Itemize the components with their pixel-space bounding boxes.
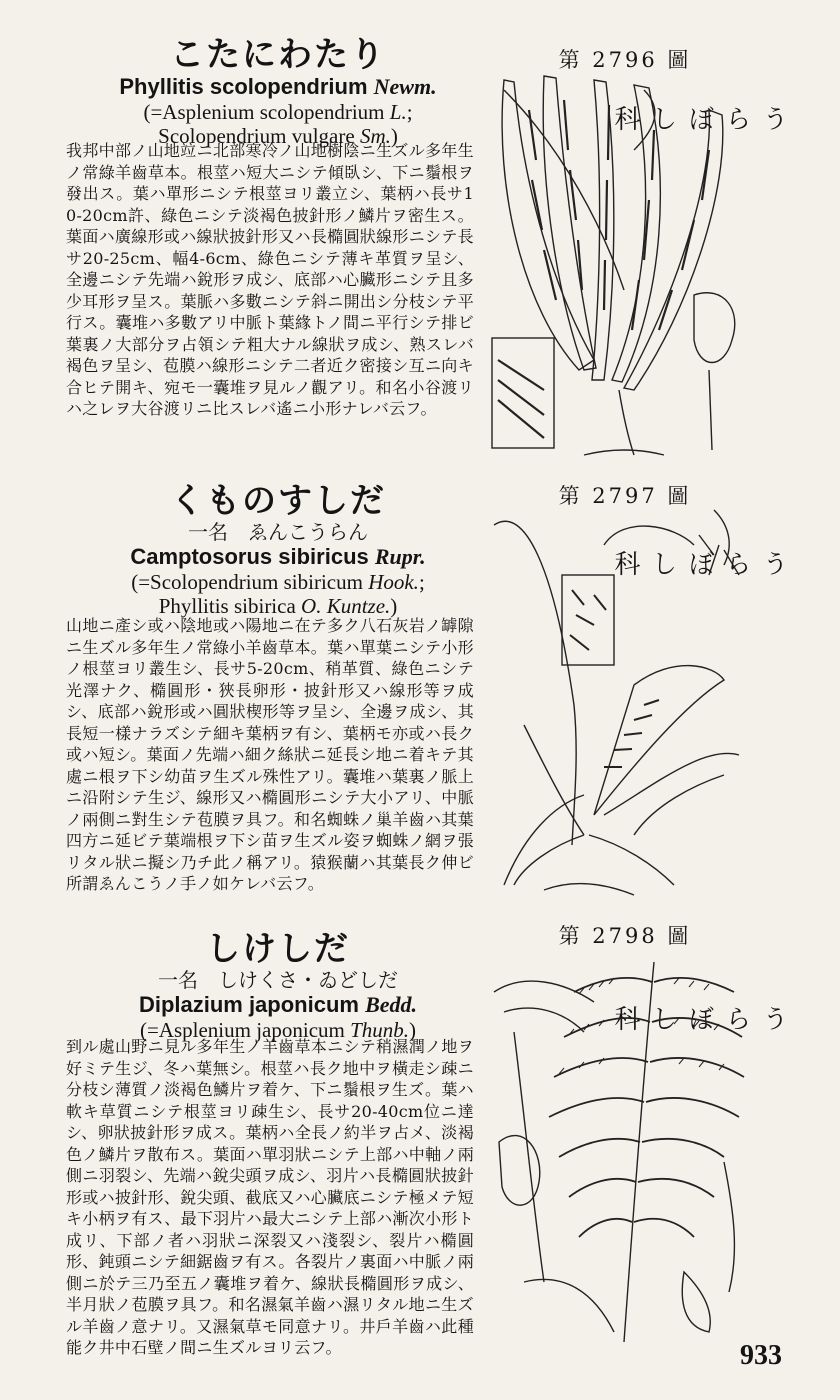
scientific-name-text: Diplazium japonicum <box>138 992 359 1017</box>
japanese-name: こたにわたり <box>170 35 386 75</box>
synonym-line-1 <box>78 100 478 124</box>
scientific-author: Rupr. <box>374 544 426 569</box>
synonym-text: Phyllitis sibirica <box>158 594 296 618</box>
scientific-author: Bedd. <box>365 992 418 1017</box>
synonym-author: L. <box>389 100 407 124</box>
synonym-author: Sm. <box>359 124 391 148</box>
page-number: 933 <box>740 1340 782 1371</box>
family-label: うらぼし科 <box>610 1005 788 1035</box>
synonym-text: Scolopendrium vulgare <box>158 124 355 148</box>
figure-number: 第 2797 圖 <box>558 484 692 508</box>
japanese-name: しけしだ <box>206 929 350 969</box>
alternate-name: 一名 しけくさ・ゐどしだ <box>158 968 398 992</box>
scientific-author: Newm. <box>373 74 437 99</box>
synonym-author: Hook. <box>368 570 419 594</box>
entry-header <box>78 36 478 148</box>
synonym-tail: ) <box>409 1018 417 1042</box>
synonym-line-1 <box>78 570 478 594</box>
scientific-name <box>78 544 478 570</box>
synonym-tail: ) <box>390 594 398 618</box>
japanese-name: くものすしだ <box>170 481 386 521</box>
synonym-tail: ; <box>418 570 425 594</box>
synonym-tail: ; <box>406 100 413 124</box>
synonym-text: (=Asplenium scolopendrium <box>143 100 385 124</box>
species-description: 山地ニ產シ或ハ陰地或ハ陽地ニ在テ多ク八石灰岩ノ罅隙ニ生ズル多年生ノ常綠小羊齒草本。葉ハ單葉ニシテ小形ノ根莖ヨリ叢生シ、長サ5-20cm、稍革質、綠色ニシテ光澤ナク、橢圓形・狹長卵形・披針形又ハ線形等ヲ成シ、底部ハ銳形或ハ圓狀楔形等ヲ呈シ、全邊ヲ成シ、其長短一樣ナラズシテ細キ葉柄ヲ有シ、葉柄モ亦或ハ長ク或ハ短シ。葉面ノ先端ハ細ク絲狀ニ延長シ地ニ着キテ其處ニ根ヲ下シ幼苗ヲ生ズル殊性アリ。囊堆ハ葉裏ノ脈上ニ沿附シテ生ジ、線形又ハ橢圓形ニシテ大小アリ、中脈ノ兩側ニ對生シテ苞膜ヲ具フ。和名蜘蛛ノ巢羊齒ハ其葉四方ニ延ビテ葉端根ヲ下シ苗ヲ生ズル姿ヲ蜘蛛ノ網ヲ張リタル狀ニ擬シ乃チ此ノ稱アリ。猿猴蘭ハ其葉長ク伸ビ所謂ゑんこうノ手ノ如ケレバ云フ。 <box>66 616 474 893</box>
figure-number: 第 2798 圖 <box>558 924 692 948</box>
synonym-author: O. Kuntze. <box>301 594 391 618</box>
synonym-author: Thunb. <box>350 1018 410 1042</box>
entry-header <box>78 930 478 1042</box>
family-label: うらぼし科 <box>610 550 788 580</box>
alternate-name: 一名 ゑんこうらん <box>188 520 368 544</box>
figure-number: 第 2796 圖 <box>558 48 692 72</box>
family-label: うらぼし科 <box>610 105 788 135</box>
synonym-text: (=Asplenium japonicum <box>139 1018 345 1042</box>
fern-illustration-hartstongue <box>484 70 754 465</box>
scientific-name-text: Camptosorus sibiricus <box>130 544 369 569</box>
scientific-name-text: Phyllitis scolopendrium <box>119 74 368 99</box>
fern-illustration-diplazium <box>484 952 754 1352</box>
species-description: 到ル處山野ニ見ル多年生ノ羊齒草本ニシテ稍濕潤ノ地ヲ好ミテ生ジ、冬ハ葉無シ。根莖ハ長ク地中ヲ橫走シ疎ニ分枝シ薄質ノ淡褐色鱗片ヲ着ケ、下ニ鬚根ヲ生ズ。葉ハ軟キ草質ニシテ根莖ヨリ疎生シ、長サ20-40cm位ニ達シ、卵狀披針形ヲ成ス。葉柄ハ全長ノ約半ヲ占メ、淡褐色ノ鱗片ヲ散布ス。葉面ハ單羽狀ニシテ上部ハ中軸ノ兩側ニ羽裂シ、先端ハ銳尖頭ヲ成シ、羽片ハ長橢圓狀披針形或ハ披針形、銳尖頭、截底又ハ心臟底ニシテ極メテ短キ小柄ヲ有ス、最下羽片ハ最大ニシテ上部ハ漸次小形ト成リ、下部ノ者ハ羽狀ニ深裂又ハ淺裂シ、裂片ハ橢圓形、鈍頭ニシテ細鋸齒ヲ有ス。各裂片ノ裏面ハ中脈ノ兩側ニ於テ三乃至五ノ囊堆ヲ着ケ、線狀長橢圓形ヲ成シ、半月狀ノ苞膜ヲ具フ。和名濕氣羊齒ハ濕リタル地ニ生ズル羊齒ノ意ナリ。又濕氣草モ同意ナリ。井戶羊齒ハ此種能ク井中石壁ノ間ニ生ズルヨリ云フ。 <box>66 1037 474 1357</box>
species-description: 我邦中部ノ山地竝ニ北部寒冷ノ山地樹陰ニ生ズル多年生ノ常綠羊齒草本。根莖ハ短大ニシテ傾臥シ、下ニ鬚根ヲ發出ス。葉ハ單形ニシテ根莖ヨリ叢立シ、葉柄ハ長サ10-20cm許、綠色ニシテ淡褐色披針形ノ鱗片ヲ密生ス。葉面ハ廣線形或ハ線狀披針形又ハ長橢圓狀線形ニシテ長サ20-25cm、幅4-6cm、綠色ニシテ薄キ革質ヲ呈シ、全邊ニシテ先端ハ銳形ヲ成シ、底部ハ心臟形ニシテ且多少耳形ヲ呈ス。葉脈ハ多數ニシテ斜ニ開出シ分枝シテ平行ス。囊堆ハ多數アリ中脈ト葉緣トノ間ニ平行シテ排ビ葉裏ノ大部分ヲ占領シテ粗大ナル線狀ヲ成シ、熟スレバ褐色ヲ呈シ、苞膜ハ線形ニシテ二者近ク密接シ互ニ向キ合ヒテ開キ、宛モ一囊堆ヲ見ルノ觀アリ。和名小谷渡リハ之レヲ大谷渡リニ比スレバ遙ニ小形ナレバ云フ。 <box>66 141 474 418</box>
synonym-text: (=Scolopendrium sibiricum <box>131 570 363 594</box>
synonym-tail: ) <box>390 124 398 148</box>
entry-header <box>78 482 478 618</box>
scientific-name <box>78 992 478 1018</box>
fern-illustration-walking-fern <box>484 505 754 900</box>
scientific-name <box>78 74 478 100</box>
